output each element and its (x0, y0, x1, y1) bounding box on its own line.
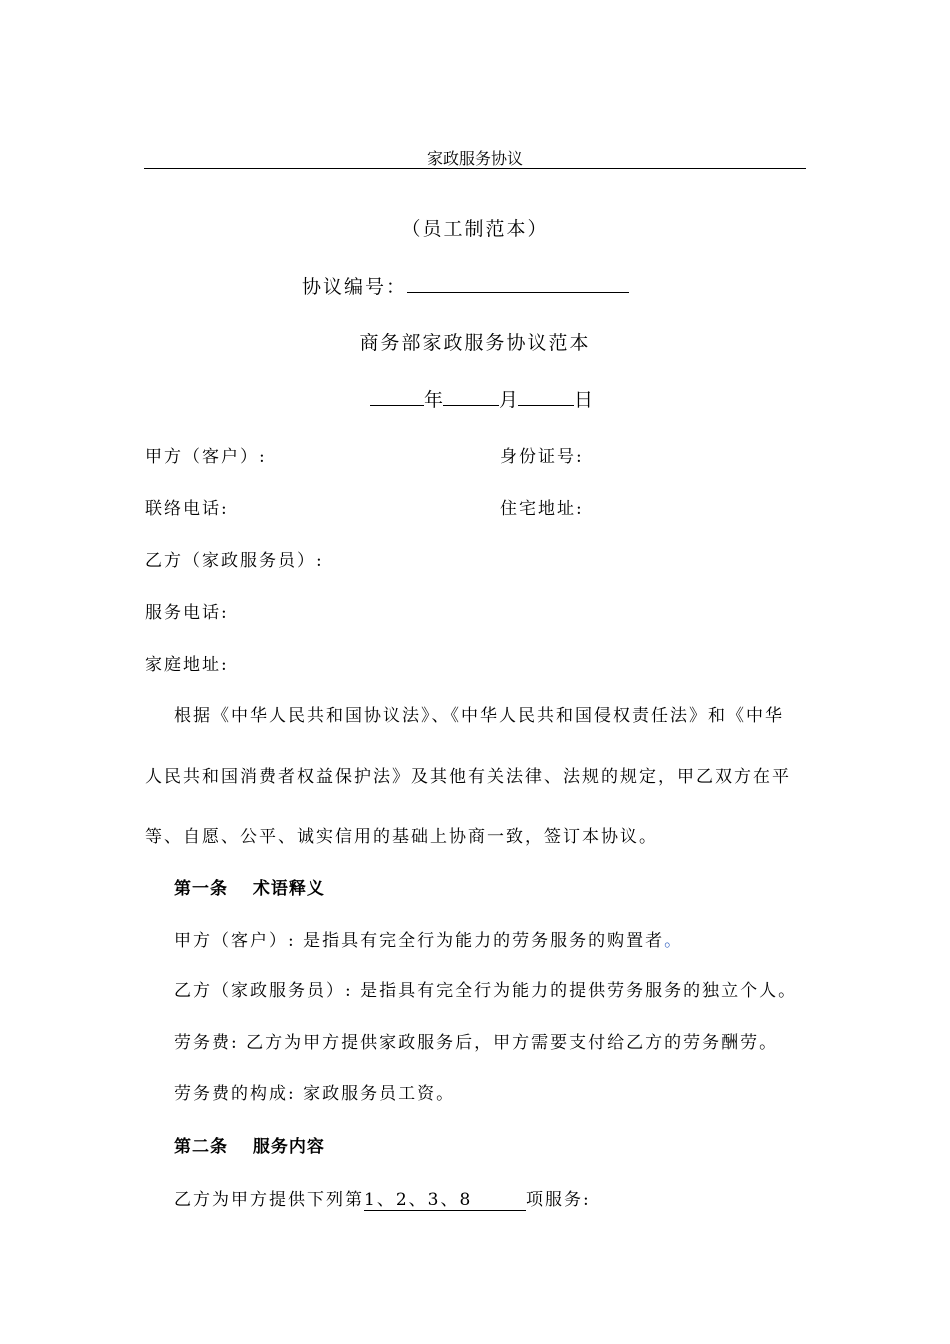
contact-phone-label: 联络电话: (145, 499, 229, 519)
family-address-label: 家庭地址: (145, 655, 229, 675)
party-a-definition-text: 甲方（客户）: 是指具有完全行为能力的劳务服务的购置者 (174, 931, 665, 951)
agreement-number-blank[interactable] (407, 270, 629, 293)
fee-definition: 劳务费: 乙方为甲方提供家政服务后，甲方需要支付给乙方的劳务酬劳。 (174, 1033, 779, 1053)
preamble-line-1: 根据《中华人民共和国协议法》、《中华人民共和国侵权责任法》和《中华 (174, 706, 784, 726)
id-number-label: 身份证号: (500, 447, 584, 467)
article-1-heading: 第一条 术语释义 (174, 879, 325, 899)
agreement-number-row (302, 270, 629, 299)
month-label: 月 (499, 389, 519, 411)
service-items-suffix: 项服务: (526, 1190, 591, 1210)
article-2-heading: 第二条 服务内容 (174, 1137, 325, 1157)
party-a-definition (174, 926, 683, 951)
document-subtitle: （员工制范本） (401, 218, 549, 240)
date-row (370, 383, 593, 412)
party-b-label: 乙方（家政服务员）: (145, 551, 324, 571)
day-label: 日 (574, 389, 594, 411)
service-phone-label: 服务电话: (145, 603, 229, 623)
year-blank[interactable] (370, 383, 424, 406)
preamble-line-3: 等、自愿、公平、诚实信用的基础上协商一致，签订本协议。 (145, 827, 658, 847)
party-a-definition-period: 。 (664, 931, 684, 951)
service-items-prefix: 乙方为甲方提供下列第 (174, 1190, 364, 1210)
party-b-definition: 乙方（家政服务员）: 是指具有完全行为能力的提供劳务服务的独立个人。 (174, 981, 798, 1001)
year-label: 年 (424, 389, 444, 411)
agreement-number-label: 协议编号： (302, 276, 408, 298)
preamble-line-2: 人民共和国消费者权益保护法》及其他有关法律、法规的规定，甲乙双方在平 (145, 767, 791, 787)
party-a-label: 甲方（客户）: (145, 447, 267, 467)
fee-composition: 劳务费的构成: 家政服务员工资。 (174, 1084, 456, 1104)
header-divider (144, 168, 806, 169)
month-blank[interactable] (443, 383, 499, 406)
service-items-field[interactable]: 1、2、3、8 (364, 1185, 526, 1211)
service-items-line (174, 1185, 591, 1211)
day-blank[interactable] (518, 383, 574, 406)
page-header-title: 家政服务协议 (426, 149, 523, 168)
home-address-label: 住宅地址: (500, 499, 584, 519)
document-name: 商务部家政服务协议范本 (359, 332, 591, 354)
